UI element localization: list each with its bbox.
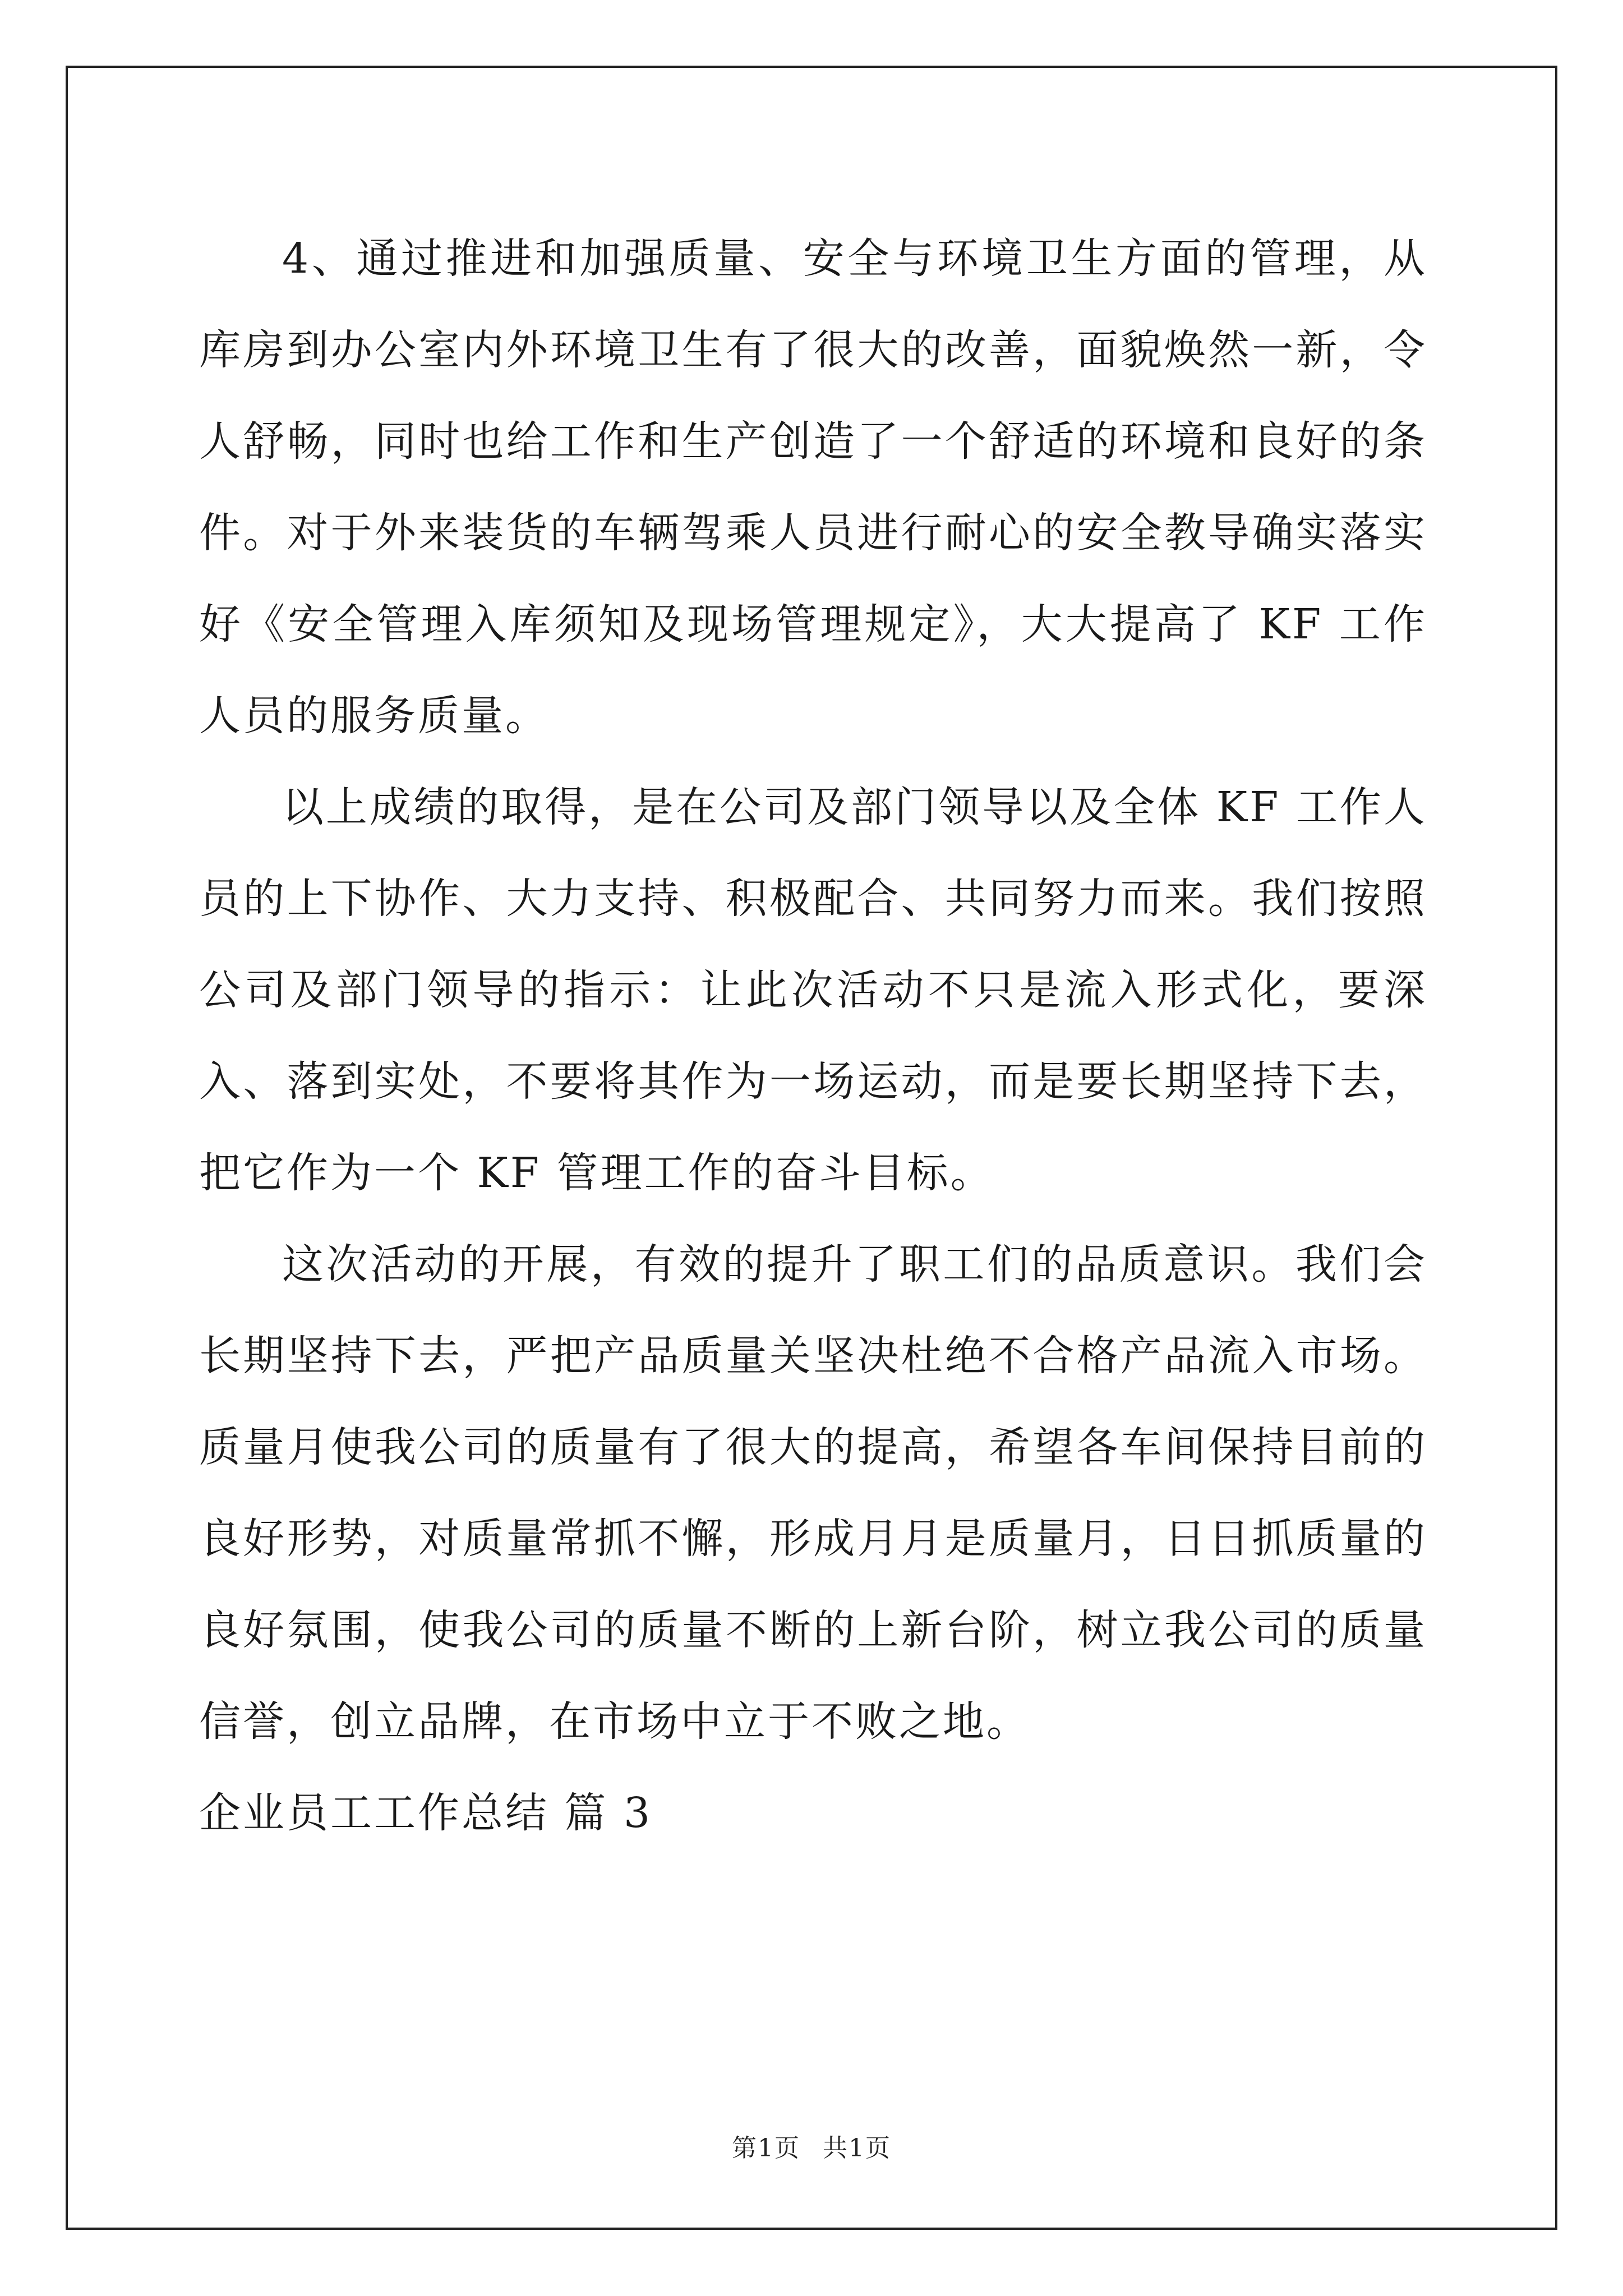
- paragraph-3: 这次活动的开展，有效的提升了职工们的品质意识。我们会长期坚持下去，严把产品质量关坚决杜绝不合格产品流入市场。质量月使我公司的质量有了很大的提高，希望各车间保持目前的良好形势，对质量常抓不懈，形成月月是质量月，日日抓质量的良好氛围，使我公司的质量不断的上新台阶，树立我公司的质量信誉，创立品牌，在市场中立于不败之地。: [199, 1240, 1427, 1746]
- page-number-total: 共1页: [823, 2134, 891, 2162]
- paragraph-1: 4、通过推进和加强质量、安全与环境卫生方面的管理，从库房到办公室内外环境卫生有了很大的改善，面貌焕然一新，令人舒畅，同时也给工作和生产创造了一个舒适的环境和良好的条件。对于外来装货的车辆驾乘人员进行耐心的安全教导确实落实好《安全管理入库须知及现场管理规定》，大大提高了 KF 工作人员的服务质量。: [199, 234, 1427, 740]
- paragraph-2: 以上成绩的取得，是在公司及部门领导以及全体 KF 工作人员的上下协作、大力支持、积极配合、共同努力而来。我们按照公司及部门领导的指示：让此次活动不只是流入形式化，要深入、落到实处，不要将其作为一场运动，而是要长期坚持下去，把它作为一个 KF 管理工作的奋斗目标。: [199, 783, 1427, 1197]
- document-body: [199, 213, 1427, 1859]
- page-footer: [0, 2132, 1623, 2165]
- page-number-current: 第1页: [732, 2134, 800, 2162]
- section-heading: 企业员工工作总结 篇 3: [199, 1789, 653, 1837]
